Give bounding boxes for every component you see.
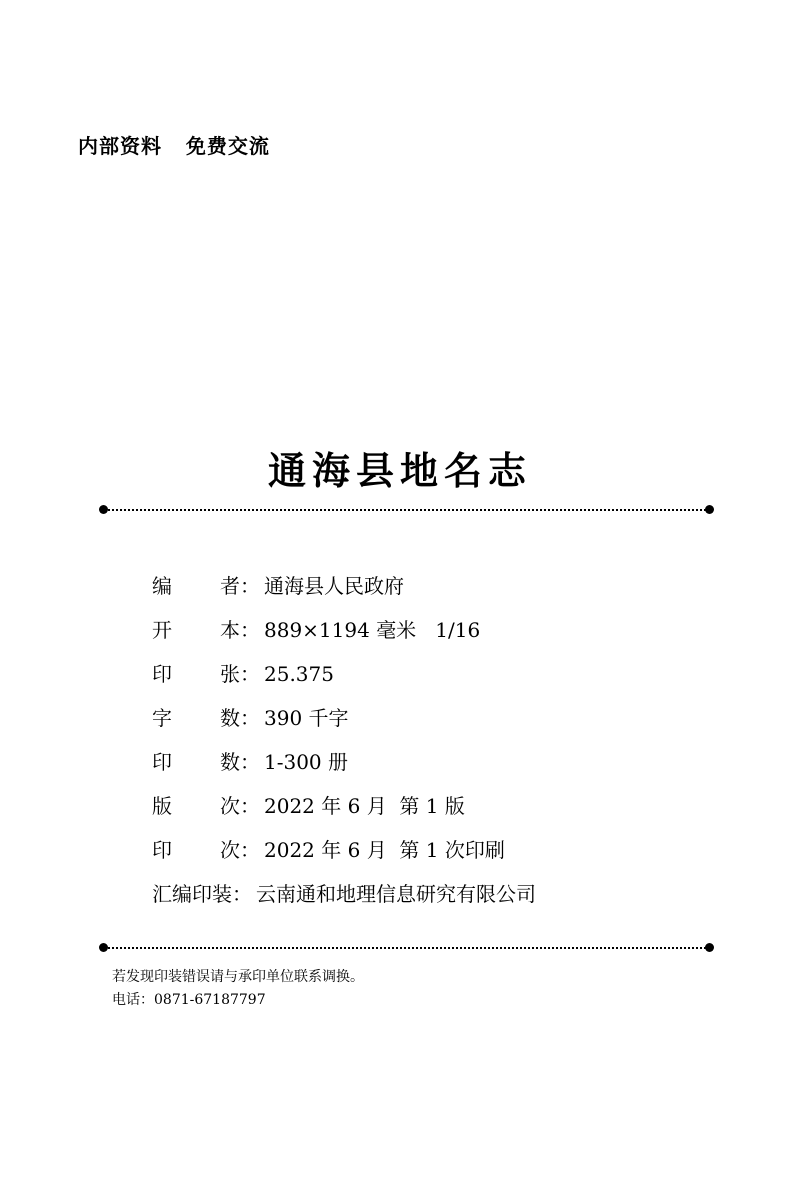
info-colon: ： — [240, 838, 260, 862]
info-label-first-char: 字 — [152, 706, 172, 730]
info-row-editor — [152, 570, 536, 614]
info-value: 25.375 — [264, 662, 334, 686]
info-value: 2022 年 6 月 第 1 版 — [264, 794, 465, 818]
info-value: 云南通和地理信息研究有限公司 — [256, 882, 536, 906]
info-label-second-char: 本 — [220, 618, 240, 642]
info-label-first-char: 编 — [152, 574, 172, 598]
info-row-sheets — [152, 658, 536, 702]
divider-end-dot — [705, 505, 714, 514]
info-colon: ： — [240, 574, 260, 598]
info-row-compiler-printer — [152, 878, 536, 922]
divider-end-dot — [99, 505, 108, 514]
divider-end-dot — [705, 943, 714, 952]
info-value: 2022 年 6 月 第 1 次印刷 — [264, 838, 505, 862]
info-row-print-run — [152, 746, 536, 790]
phone-line — [112, 989, 364, 1012]
divider-end-dot — [99, 943, 108, 952]
info-colon: ： — [232, 882, 252, 906]
dotted-divider-bottom — [103, 947, 710, 949]
info-value: 通海县人民政府 — [264, 574, 404, 598]
top-note: 内部资料 免费交流 — [78, 134, 270, 158]
info-label-second-char: 次 — [220, 794, 240, 818]
info-row-word-count — [152, 702, 536, 746]
replacement-notice: 若发现印装错误请与承印单位联系调换。 — [112, 969, 364, 985]
dotted-divider-top — [103, 509, 710, 511]
info-colon: ： — [240, 662, 260, 686]
info-colon: ： — [240, 706, 260, 730]
info-label-first-char: 印 — [152, 662, 172, 686]
info-label-first-char: 印 — [152, 838, 172, 862]
phone-number: 0871-67187797 — [154, 992, 266, 1008]
info-row-edition — [152, 790, 536, 834]
publication-info — [152, 570, 536, 922]
info-value: 1-300 册 — [264, 750, 349, 774]
info-row-printing — [152, 834, 536, 878]
info-colon: ： — [240, 618, 260, 642]
info-label: 汇编印装 — [152, 882, 232, 906]
footer-notes — [112, 966, 364, 1012]
info-label-second-char: 数 — [220, 750, 240, 774]
book-title: 通海县地名志 — [267, 448, 532, 493]
info-value: 889×1194 毫米 1/16 — [264, 618, 481, 642]
info-label-second-char: 数 — [220, 706, 240, 730]
info-row-format — [152, 614, 536, 658]
info-label-first-char: 版 — [152, 794, 172, 818]
phone-label: 电话： — [112, 992, 154, 1008]
info-label-second-char: 者 — [220, 574, 240, 598]
info-colon: ： — [240, 750, 260, 774]
info-label-first-char: 开 — [152, 618, 172, 642]
info-colon: ： — [240, 794, 260, 818]
info-label-second-char: 次 — [220, 838, 240, 862]
info-label-first-char: 印 — [152, 750, 172, 774]
info-label-second-char: 张 — [220, 662, 240, 686]
info-value: 390 千字 — [264, 706, 349, 730]
